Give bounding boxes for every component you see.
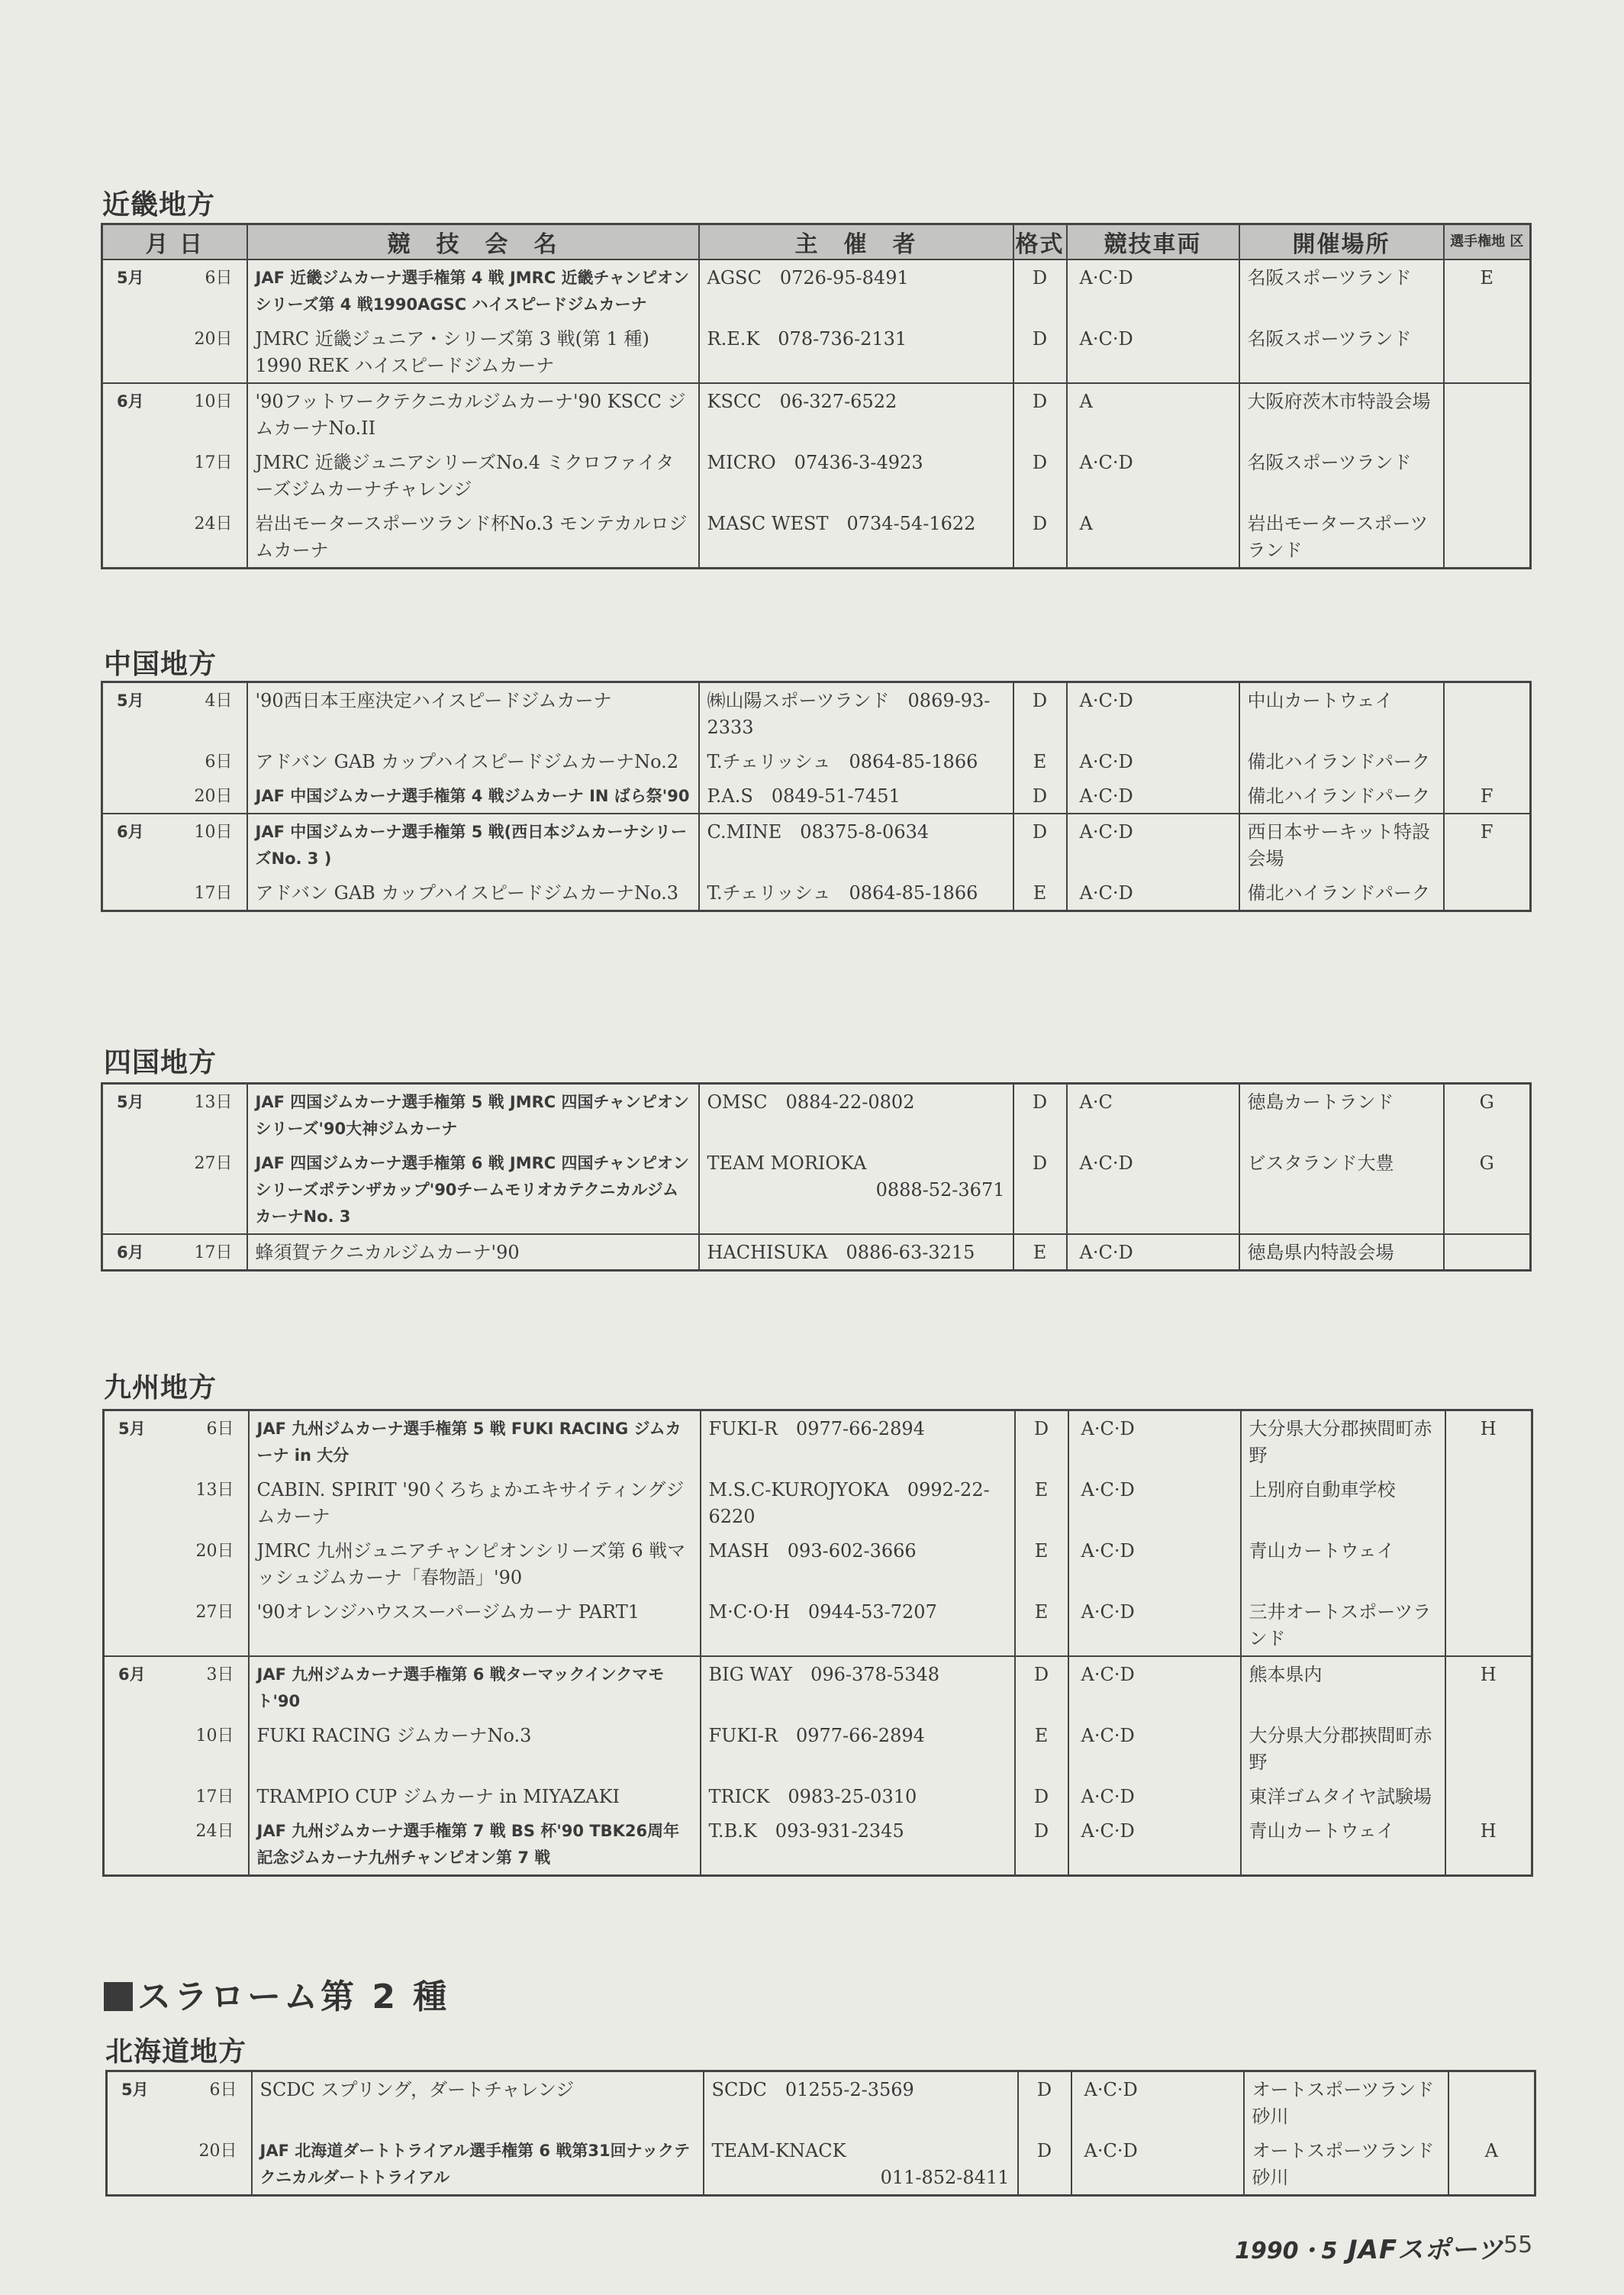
event-name-cell: SCDC スプリング，ダートチャレンジ: [252, 2071, 704, 2134]
vehicle-class-cell: A·C: [1067, 1084, 1239, 1146]
event-name-cell: JMRC 近畿ジュニアシリーズNo.4 ミクロファイターズジムカーナチャレンジ: [247, 445, 699, 506]
organizer-text: ㈱山陽スポーツランド 0869-93-2333: [707, 690, 991, 738]
day-cell: 17日: [171, 875, 247, 911]
format-cell: D: [1013, 506, 1067, 569]
organizer-cell: [699, 506, 1013, 569]
championship-zone-cell: [1444, 383, 1531, 445]
event-name-cell: CABIN. SPIRIT '90くろちょかエキサイティングジムカーナ: [249, 1472, 701, 1533]
vehicle-class-cell: A·C·D: [1071, 2071, 1244, 2134]
month-cell: [102, 875, 171, 911]
venue-cell: 大分県大分郡挾間町赤野: [1241, 1718, 1445, 1779]
championship-zone-cell: F: [1444, 778, 1531, 814]
organizer-cell: [699, 778, 1013, 814]
championship-zone-cell: H: [1445, 1813, 1532, 1876]
championship-zone-cell: E: [1444, 259, 1531, 321]
table-row: [102, 682, 1531, 745]
table-row: [102, 875, 1531, 911]
section-title-kinki: 近畿地方: [102, 189, 216, 221]
event-name-cell: JAF 中国ジムカーナ選手権第 4 戦ジムカーナ IN ばら祭'90: [247, 778, 699, 814]
month-cell: 5月: [107, 2071, 176, 2134]
format-cell: D: [1013, 1146, 1067, 1234]
day-cell: 6日: [171, 744, 247, 778]
square-bullet-icon: [104, 1982, 133, 2011]
day-cell: 17日: [172, 1779, 249, 1813]
month-cell: 5月: [102, 259, 171, 321]
table-row: [104, 1594, 1532, 1656]
venue-cell: オートスポーツランド砂川: [1244, 2133, 1448, 2196]
championship-zone-cell: A: [1448, 2133, 1535, 2196]
venue-cell: 三井オートスポーツランド: [1241, 1594, 1445, 1656]
organizer-cell: [701, 1779, 1015, 1813]
vehicle-class-cell: A·C·D: [1067, 682, 1239, 745]
event-name-cell: JAF 中国ジムカーナ選手権第 5 戦(西日本ジムカーナシリーズNo. 3 ): [247, 814, 699, 875]
organizer-text: M.S.C-KUROJYOKA 0992-22-6220: [708, 1479, 990, 1527]
organizer-text: HACHISUKA 0886-63-3215: [707, 1242, 975, 1263]
organizer-cell: [701, 1656, 1015, 1718]
venue-cell: 徳島カートランド: [1239, 1084, 1444, 1146]
format-cell: D: [1013, 383, 1067, 445]
section-title-kyushu: 九州地方: [104, 1372, 218, 1404]
format-cell: D: [1015, 1779, 1068, 1813]
venue-cell: ビスタランド大豊: [1239, 1146, 1444, 1234]
venue-cell: 上別府自動車学校: [1241, 1472, 1445, 1533]
championship-zone-cell: [1444, 445, 1531, 506]
vehicle-class-cell: A·C·D: [1068, 1594, 1241, 1656]
event-name-cell: JAF 九州ジムカーナ選手権第 5 戦 FUKI RACING ジムカーナ in 大分: [249, 1410, 701, 1473]
table-row: [104, 1472, 1532, 1533]
event-name-cell: '90フットワークテクニカルジムカーナ'90 KSCC ジムカーナNo.II: [247, 383, 699, 445]
format-cell: E: [1015, 1472, 1068, 1533]
organizer-text: FUKI-R 0977-66-2894: [708, 1725, 925, 1746]
venue-cell: 備北ハイランドパーク: [1239, 744, 1444, 778]
championship-zone-cell: [1445, 1533, 1532, 1594]
day-cell: 20日: [176, 2133, 252, 2196]
venue-cell: 西日本サーキット特設会場: [1239, 814, 1444, 875]
day-cell: 27日: [171, 1146, 247, 1234]
venue-cell: 青山カートウェイ: [1241, 1533, 1445, 1594]
month-cell: [107, 2133, 176, 2196]
day-cell: 13日: [172, 1472, 249, 1533]
venue-cell: 名阪スポーツランド: [1239, 445, 1444, 506]
format-cell: D: [1013, 321, 1067, 383]
championship-zone-cell: [1444, 1234, 1531, 1271]
format-cell: D: [1013, 259, 1067, 321]
month-cell: 5月: [102, 682, 171, 745]
table-row: [102, 383, 1531, 445]
table-row: [102, 321, 1531, 383]
organizer-text: M·C·O·H 0944-53-7207: [708, 1601, 937, 1623]
championship-zone-cell: G: [1444, 1084, 1531, 1146]
day-cell: 20日: [171, 778, 247, 814]
day-cell: 6日: [172, 1410, 249, 1473]
venue-cell: 名阪スポーツランド: [1239, 321, 1444, 383]
championship-zone-cell: [1444, 744, 1531, 778]
organizer-text: T.B.K 093-931-2345: [708, 1820, 904, 1842]
vehicle-class-cell: A·C·D: [1068, 1718, 1241, 1779]
championship-zone-cell: H: [1445, 1656, 1532, 1718]
table-row: [104, 1533, 1532, 1594]
venue-cell: 大阪府茨木市特設会場: [1239, 383, 1444, 445]
championship-zone-cell: [1445, 1594, 1532, 1656]
organizer-text: MASC WEST 0734-54-1622: [707, 513, 976, 534]
event-name-cell: JAF 近畿ジムカーナ選手権第 4 戦 JMRC 近畿チャンピオンシリーズ第 4 戦1990AGSC ハイスピードジムカーナ: [247, 259, 699, 321]
format-cell: E: [1015, 1594, 1068, 1656]
table-row: [107, 2071, 1535, 2134]
month-cell: 6月: [102, 814, 171, 875]
organizer-text: T.チェリッシュ 0864-85-1866: [707, 751, 978, 772]
organizer-text: TEAM MORIOKA: [707, 1152, 867, 1174]
month-cell: 6月: [104, 1656, 172, 1718]
venue-cell: 大分県大分郡挾間町赤野: [1241, 1410, 1445, 1473]
month-cell: [104, 1594, 172, 1656]
day-cell: 27日: [172, 1594, 249, 1656]
championship-zone-cell: F: [1444, 814, 1531, 875]
organizer-cell: [699, 1084, 1013, 1146]
vehicle-class-cell: A·C·D: [1067, 744, 1239, 778]
organizer-cell: [699, 321, 1013, 383]
header-row: [102, 224, 1531, 260]
format-cell: D: [1013, 778, 1067, 814]
organizer-text: AGSC 0726-95-8491: [707, 267, 909, 288]
header-event: 競 技 会 名: [247, 224, 699, 260]
vehicle-class-cell: A·C·D: [1068, 1472, 1241, 1533]
format-cell: D: [1015, 1813, 1068, 1876]
format-cell: E: [1013, 875, 1067, 911]
venue-cell: 東洋ゴムタイヤ試験場: [1241, 1779, 1445, 1813]
vehicle-class-cell: A·C·D: [1067, 814, 1239, 875]
schedule-table-shikoku: [101, 1082, 1532, 1272]
format-cell: D: [1015, 1656, 1068, 1718]
organizer-text: BIG WAY 096-378-5348: [708, 1664, 940, 1685]
organizer-phone: 011-852-8411: [880, 2167, 1010, 2188]
event-name-cell: TRAMPIO CUP ジムカーナ in MIYAZAKI: [249, 1779, 701, 1813]
organizer-cell: [699, 682, 1013, 745]
championship-zone-cell: [1445, 1718, 1532, 1779]
day-cell: 24日: [171, 506, 247, 569]
event-name-cell: FUKI RACING ジムカーナNo.3: [249, 1718, 701, 1779]
event-name-cell: JAF 九州ジムカーナ選手権第 6 戦ターマックインクマモト'90: [249, 1656, 701, 1718]
organizer-text: C.MINE 08375-8-0634: [707, 821, 930, 843]
month-cell: [102, 445, 171, 506]
venue-cell: 備北ハイランドパーク: [1239, 778, 1444, 814]
championship-zone-cell: G: [1444, 1146, 1531, 1234]
organizer-cell: [699, 875, 1013, 911]
vehicle-class-cell: A: [1067, 383, 1239, 445]
vehicle-class-cell: A·C·D: [1068, 1813, 1241, 1876]
vehicle-class-cell: A·C·D: [1067, 778, 1239, 814]
day-cell: 10日: [172, 1718, 249, 1779]
day-cell: 10日: [171, 814, 247, 875]
section-title-shikoku: 四国地方: [104, 1047, 218, 1078]
table-row: [102, 778, 1531, 814]
day-cell: 20日: [172, 1533, 249, 1594]
organizer-text: TEAM-KNACK: [711, 2140, 846, 2161]
table-row: [102, 506, 1531, 569]
event-name-cell: 岩出モータースポーツランド杯No.3 モンテカルロジムカーナ: [247, 506, 699, 569]
table-row: [102, 1146, 1531, 1234]
organizer-phone: 0888-52-3671: [875, 1179, 1005, 1201]
organizer-text: TRICK 0983-25-0310: [708, 1786, 917, 1807]
championship-zone-cell: [1444, 321, 1531, 383]
event-name-cell: JMRC 近畿ジュニア・シリーズ第 3 戦(第 1 種) 1990 REK ハイスピードジムカーナ: [247, 321, 699, 383]
table-row: [104, 1656, 1532, 1718]
organizer-cell: [701, 1813, 1015, 1876]
vehicle-class-cell: A·C·D: [1068, 1410, 1241, 1473]
day-cell: 13日: [171, 1084, 247, 1146]
format-cell: E: [1015, 1533, 1068, 1594]
day-cell: 3日: [172, 1656, 249, 1718]
day-cell: 20日: [171, 321, 247, 383]
championship-zone-cell: [1448, 2071, 1535, 2134]
header-date: 月 日: [102, 224, 247, 260]
championship-zone-cell: [1444, 875, 1531, 911]
month-cell: [104, 1779, 172, 1813]
table-row: [102, 259, 1531, 321]
day-cell: 10日: [171, 383, 247, 445]
event-name-cell: 蜂須賀テクニカルジムカーナ'90: [247, 1234, 699, 1271]
day-cell: 4日: [171, 682, 247, 745]
organizer-cell: [699, 744, 1013, 778]
table-row: [107, 2133, 1535, 2196]
month-cell: [102, 321, 171, 383]
schedule-table-chugoku: [101, 681, 1532, 912]
event-name-cell: JAF 北海道ダートトライアル選手権第 6 戦第31回ナックテクニカルダートトライアル: [252, 2133, 704, 2196]
organizer-text: KSCC 06-327-6522: [707, 391, 897, 412]
format-cell: E: [1015, 1718, 1068, 1779]
organizer-cell: [699, 814, 1013, 875]
day-cell: 17日: [171, 1234, 247, 1271]
month-cell: [102, 744, 171, 778]
table-row: [102, 1234, 1531, 1271]
vehicle-class-cell: A·C·D: [1068, 1779, 1241, 1813]
organizer-cell: [701, 1472, 1015, 1533]
organizer-cell: [699, 1146, 1013, 1234]
organizer-cell: [701, 1594, 1015, 1656]
schedule-table-hokkaido: [105, 2070, 1536, 2197]
event-name-cell: アドバン GAB カップハイスピードジムカーナNo.2: [247, 744, 699, 778]
organizer-text: SCDC 01255-2-3569: [711, 2079, 914, 2100]
footer-page-number: 55: [1503, 2232, 1533, 2258]
table-row: [104, 1410, 1532, 1473]
vehicle-class-cell: A·C·D: [1067, 445, 1239, 506]
table-row: [102, 445, 1531, 506]
vehicle-class-cell: A·C·D: [1067, 1146, 1239, 1234]
month-cell: [102, 506, 171, 569]
table-row: [102, 744, 1531, 778]
organizer-cell: [699, 445, 1013, 506]
month-cell: [104, 1472, 172, 1533]
organizer-cell: [701, 1718, 1015, 1779]
month-cell: [102, 778, 171, 814]
championship-zone-cell: [1444, 682, 1531, 745]
event-name-cell: JAF 九州ジムカーナ選手権第 7 戦 BS 杯'90 TBK26周年記念ジムカーナ九州チャンピオン第 7 戦: [249, 1813, 701, 1876]
header-venue: 開催場所: [1239, 224, 1444, 260]
format-cell: D: [1013, 445, 1067, 506]
month-cell: [104, 1533, 172, 1594]
format-cell: E: [1013, 1234, 1067, 1271]
organizer-cell: [699, 259, 1013, 321]
month-cell: 6月: [102, 1234, 171, 1271]
organizer-text: FUKI-R 0977-66-2894: [708, 1418, 925, 1439]
organizer-text: T.チェリッシュ 0864-85-1866: [707, 882, 978, 904]
event-name-cell: アドバン GAB カップハイスピードジムカーナNo.3: [247, 875, 699, 911]
venue-cell: 中山カートウェイ: [1239, 682, 1444, 745]
vehicle-class-cell: A·C·D: [1067, 321, 1239, 383]
vehicle-class-cell: A·C·D: [1067, 259, 1239, 321]
format-cell: D: [1018, 2071, 1071, 2134]
day-cell: 24日: [172, 1813, 249, 1876]
venue-cell: 岩出モータースポーツランド: [1239, 506, 1444, 569]
month-cell: 5月: [104, 1410, 172, 1473]
organizer-cell: [699, 383, 1013, 445]
table-row: [104, 1813, 1532, 1876]
day-cell: 6日: [171, 259, 247, 321]
day-cell: 6日: [176, 2071, 252, 2134]
slalom-title: スラローム第 2 種: [137, 1978, 450, 2016]
venue-cell: 備北ハイランドパーク: [1239, 875, 1444, 911]
format-cell: D: [1018, 2133, 1071, 2196]
format-cell: D: [1013, 682, 1067, 745]
header-organizer: 主 催 者: [699, 224, 1013, 260]
format-cell: D: [1013, 814, 1067, 875]
table-row: [102, 1084, 1531, 1146]
format-cell: E: [1013, 744, 1067, 778]
header-class: 競技車両: [1067, 224, 1239, 260]
table-row: [104, 1718, 1532, 1779]
vehicle-class-cell: A: [1067, 506, 1239, 569]
table-row: [102, 814, 1531, 875]
vehicle-class-cell: A·C·D: [1071, 2133, 1244, 2196]
event-name-cell: JAF 四国ジムカーナ選手権第 5 戦 JMRC 四国チャンピオンシリーズ'90大神ジムカーナ: [247, 1084, 699, 1146]
championship-zone-cell: [1444, 506, 1531, 569]
organizer-text: R.E.K 078-736-2131: [707, 328, 907, 350]
table-row: [104, 1779, 1532, 1813]
organizer-cell: [701, 1533, 1015, 1594]
schedule-table-kyushu: [102, 1409, 1533, 1877]
vehicle-class-cell: A·C·D: [1067, 875, 1239, 911]
organizer-text: OMSC 0884-22-0802: [707, 1091, 915, 1113]
organizer-text: MASH 093-602-3666: [708, 1540, 917, 1562]
event-name-cell: JMRC 九州ジュニアチャンピオンシリーズ第 6 戦マッシュジムカーナ「春物語」'90: [249, 1533, 701, 1594]
event-name-cell: '90西日本王座決定ハイスピードジムカーナ: [247, 682, 699, 745]
organizer-cell: [704, 2133, 1018, 2196]
championship-zone-cell: [1445, 1472, 1532, 1533]
organizer-cell: [701, 1410, 1015, 1473]
vehicle-class-cell: A·C·D: [1068, 1656, 1241, 1718]
schedule-table-kinki: [101, 223, 1532, 569]
header-format: 格式: [1013, 224, 1067, 260]
section-title-chugoku: 中国地方: [104, 649, 218, 680]
header-zone: 選手権地 区: [1444, 224, 1531, 260]
venue-cell: 青山カートウェイ: [1241, 1813, 1445, 1876]
organizer-cell: [704, 2071, 1018, 2134]
format-cell: D: [1015, 1410, 1068, 1473]
vehicle-class-cell: A·C·D: [1068, 1533, 1241, 1594]
vehicle-class-cell: A·C·D: [1067, 1234, 1239, 1271]
month-cell: [104, 1718, 172, 1779]
format-cell: D: [1013, 1084, 1067, 1146]
organizer-cell: [699, 1234, 1013, 1271]
footer-magazine-logo: JAFスポーツ: [1348, 2235, 1503, 2265]
slalom-heading: [104, 1969, 450, 2018]
venue-cell: オートスポーツランド砂川: [1244, 2071, 1448, 2134]
month-cell: 5月: [102, 1084, 171, 1146]
organizer-text: P.A.S 0849-51-7451: [707, 785, 901, 807]
month-cell: 6月: [102, 383, 171, 445]
venue-cell: 熊本県内: [1241, 1656, 1445, 1718]
event-name-cell: JAF 四国ジムカーナ選手権第 6 戦 JMRC 四国チャンピオンシリーズポテンザカップ'90チームモリオカテクニカルジムカーナNo. 3: [247, 1146, 699, 1234]
section-title-hokkaido: 北海道地方: [105, 2036, 247, 2068]
month-cell: [102, 1146, 171, 1234]
day-cell: 17日: [171, 445, 247, 506]
month-cell: [104, 1813, 172, 1876]
organizer-text: MICRO 07436-3-4923: [707, 452, 923, 473]
championship-zone-cell: [1445, 1779, 1532, 1813]
event-name-cell: '90オレンジハウススーパージムカーナ PART1: [249, 1594, 701, 1656]
footer-issue: 1990・5: [1235, 2238, 1338, 2264]
venue-cell: 名阪スポーツランド: [1239, 259, 1444, 321]
venue-cell: 徳島県内特設会場: [1239, 1234, 1444, 1271]
championship-zone-cell: H: [1445, 1410, 1532, 1473]
